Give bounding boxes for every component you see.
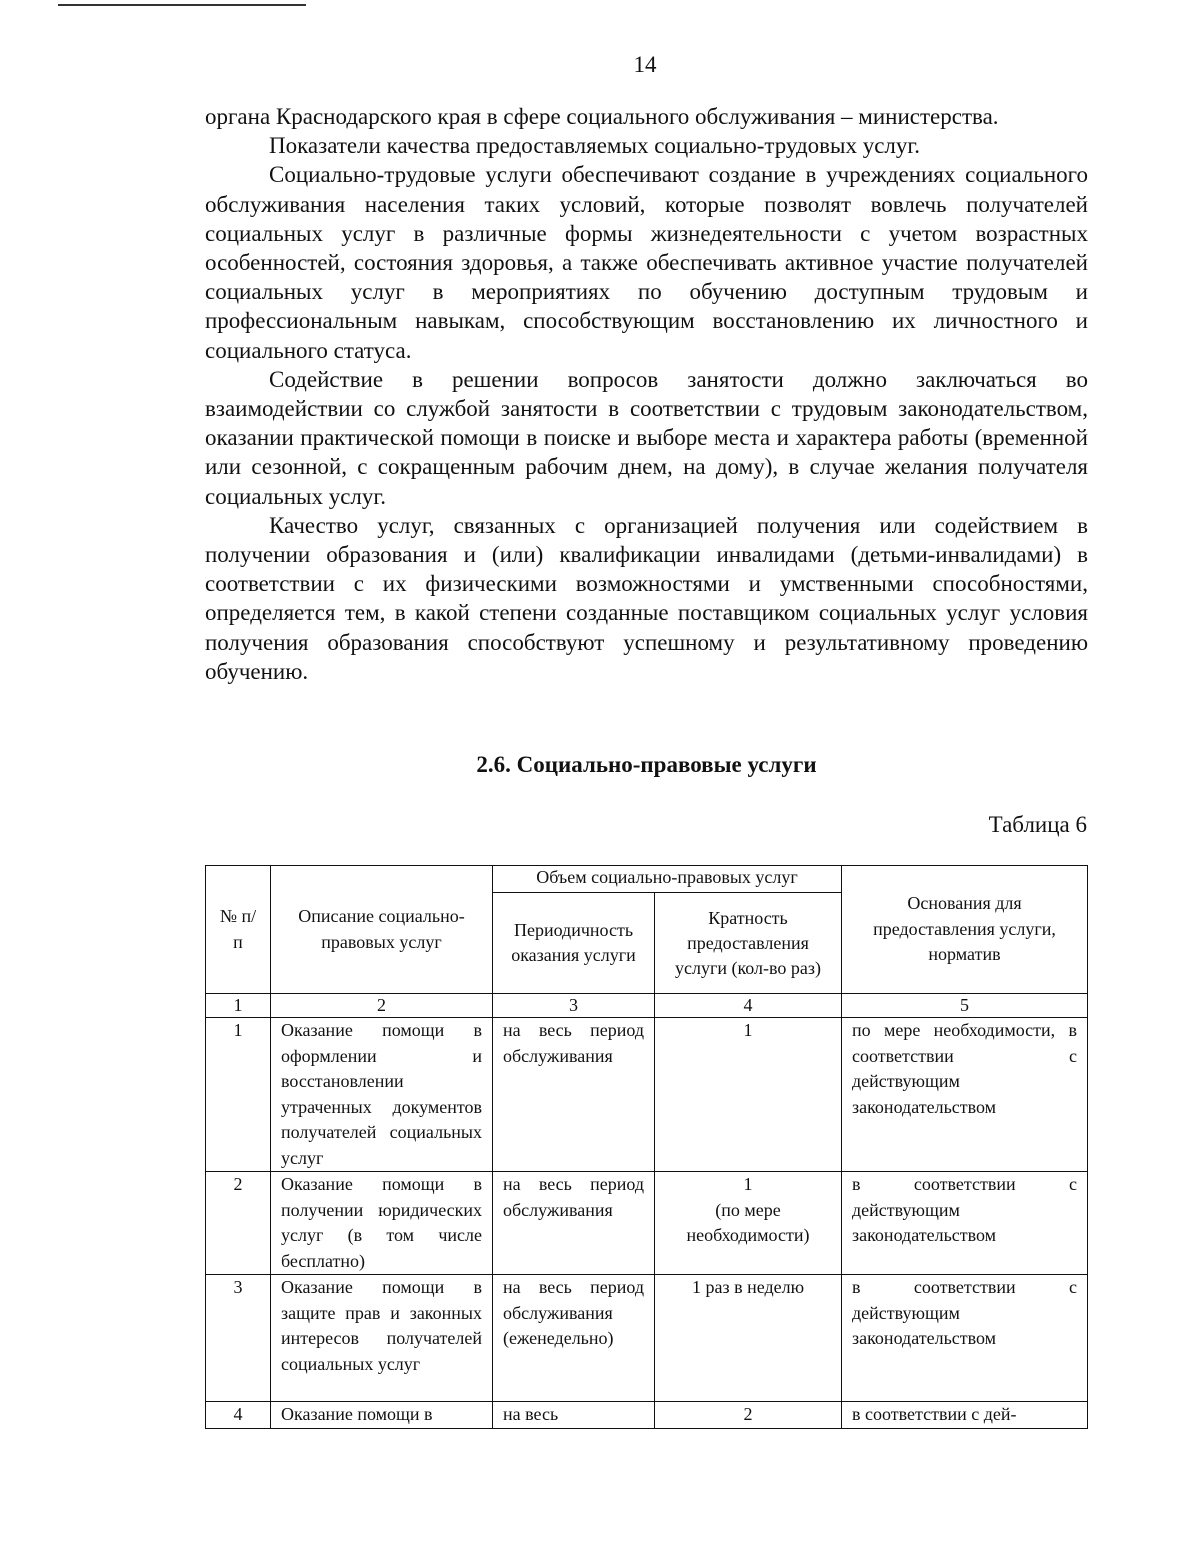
page-number: 14 xyxy=(633,52,657,77)
row-frequency-note: (по мере необходимости) xyxy=(686,1199,810,1245)
header-description: Описание социально-правовых услуг xyxy=(271,866,493,994)
table-row xyxy=(206,1275,1088,1402)
row-frequency: 1 xyxy=(655,1018,842,1172)
header-frequency: Кратность предоставления услуги (кол-во раз) xyxy=(655,893,842,994)
row-number: 4 xyxy=(206,1402,271,1429)
column-number: 4 xyxy=(655,994,842,1018)
row-description: Оказание помощи в xyxy=(271,1402,493,1429)
header-num: № п/п xyxy=(206,866,271,994)
row-periodicity: на весь xyxy=(493,1402,655,1429)
top-rule xyxy=(58,4,306,6)
table-row xyxy=(206,1172,1088,1275)
row-basis: в соответствии с действующим законодательством xyxy=(842,1275,1088,1402)
column-number: 1 xyxy=(206,994,271,1018)
header-periodicity: Периодичность оказания услуги xyxy=(493,893,655,994)
row-number: 2 xyxy=(206,1172,271,1275)
row-frequency: 1 раз в неделю xyxy=(655,1275,842,1402)
row-periodicity: на весь период обслуживания xyxy=(493,1172,655,1275)
paragraph: Содействие в решении вопросов занятости должно заключаться во взаимодействии со службой занятости в соответствии с трудовым законодательством, оказании практической помощи в поиске и выборе места и характера работы (временной или сезонной, с сокращенным рабочим днем, на дому), в случае желания получателя социальных услуг. xyxy=(205,366,1088,509)
row-frequency-cell xyxy=(655,1172,842,1275)
section-title: 2.6. Социально-правовые услуги xyxy=(476,752,817,777)
paragraph: Качество услуг, связанных с организацией получения или содействием в получении образования и (или) квалификации инвалидами (детьми-инвалидами) в соответствии с их физическими возможностями и умственными способностями, определяется тем, в какой степени созданные поставщиком социальных услуг условия получения образования способствуют успешному и результативному проведению обучению. xyxy=(205,512,1088,684)
table-row xyxy=(206,1018,1088,1172)
column-number: 2 xyxy=(271,994,493,1018)
services-table xyxy=(205,865,1088,1429)
header-basis: Основания для предоставления услуги, норматив xyxy=(842,866,1088,994)
column-number: 5 xyxy=(842,994,1088,1018)
row-periodicity: на весь период обслуживания xyxy=(493,1018,655,1172)
body-text xyxy=(205,102,1088,686)
column-number: 3 xyxy=(493,994,655,1018)
row-basis: в соответствии с действующим законодательством xyxy=(842,1172,1088,1275)
row-frequency: 2 xyxy=(655,1402,842,1429)
row-number: 3 xyxy=(206,1275,271,1402)
row-basis: по мере необходимости, в соответствии с действующим законодательством xyxy=(842,1018,1088,1172)
paragraph: Показатели качества предоставляемых социально-трудовых услуг. xyxy=(269,133,920,159)
header-volume-group: Объем социально-правовых услуг xyxy=(493,866,842,893)
row-number: 1 xyxy=(206,1018,271,1172)
row-description: Оказание помощи в оформлении и восстановлении утраченных документов получателей социальных услуг xyxy=(271,1018,493,1172)
row-description: Оказание помощи в защите прав и законных интересов получателей социальных услуг xyxy=(271,1275,493,1402)
table-caption: Таблица 6 xyxy=(988,812,1087,837)
row-periodicity: на весь период обслуживания (еженедельно) xyxy=(493,1275,655,1402)
row-description: Оказание помощи в получении юридических услуг (в том числе бесплатно) xyxy=(271,1172,493,1275)
row-basis: в соответствии с дей- xyxy=(842,1402,1088,1429)
paragraph: органа Краснодарского края в сфере социального обслуживания – министерства. xyxy=(205,104,999,129)
paragraph: Социально-трудовые услуги обеспечивают создание в учреждениях социального обслуживания населения таких условий, которые позволят вовлечь получателей социальных услуг в различные формы жизнедеятельности с учетом возрастных особенностей, состояния здоровья, а также обеспечивать активное участие получателей социальных услуг в мероприятиях по обучению доступным трудовым и профессиональным навыкам, способствующим восстановлению их личностного и социального статуса. xyxy=(205,162,1088,363)
row-frequency: 1 xyxy=(743,1174,753,1194)
table-row xyxy=(206,1402,1088,1429)
